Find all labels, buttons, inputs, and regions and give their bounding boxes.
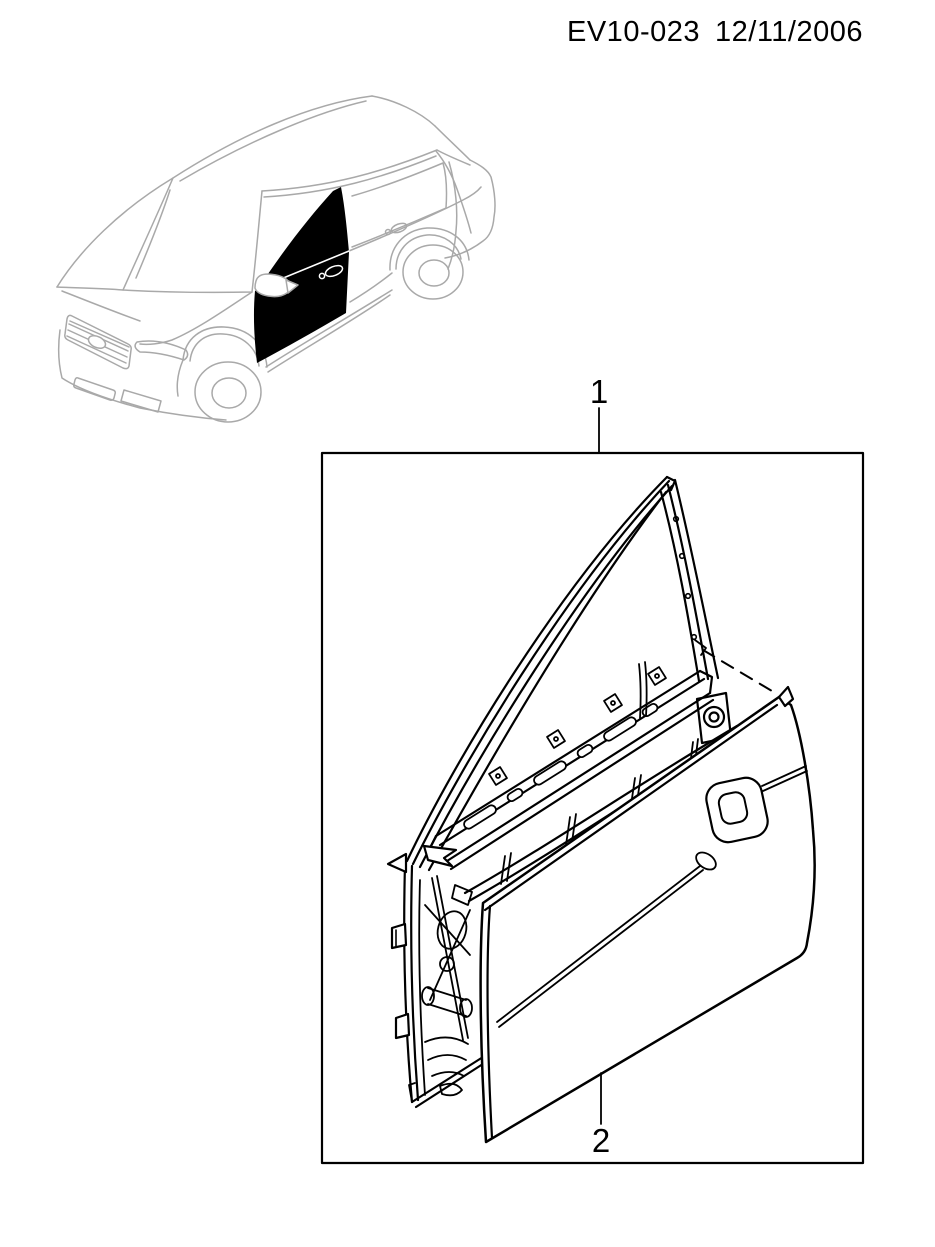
callout-1 <box>590 373 608 452</box>
car-locator-thumbnail <box>57 96 495 422</box>
car-rear-wheel-arch <box>390 228 469 270</box>
car-windshield-reflection <box>136 190 170 278</box>
car-front-wheel-hub <box>212 378 246 408</box>
car-rear-wheel <box>403 245 463 299</box>
car-front-wheel-arch <box>183 327 267 367</box>
car-rear-door-edge <box>448 162 457 269</box>
document-date: 12/11/2006 <box>715 16 863 48</box>
car-rear-glass <box>435 126 470 165</box>
car-bumper-seam <box>177 360 183 396</box>
car-roof-rear-edge <box>372 96 435 126</box>
document-code: EV10-023 <box>567 16 700 48</box>
car-bumper-intake <box>74 378 116 401</box>
car-hood-far-edge <box>57 287 123 290</box>
part-group <box>322 373 863 1163</box>
door-handle-bezel <box>703 775 770 845</box>
car-windshield <box>123 178 262 292</box>
car-roof-inner-line <box>180 101 366 181</box>
callout-1-label: 1 <box>589 373 609 410</box>
side-mirror-icon <box>255 274 290 297</box>
car-front-wheel <box>195 362 261 422</box>
car-rear-wheel-hub <box>419 260 449 286</box>
callout-2-label: 2 <box>591 1122 611 1159</box>
